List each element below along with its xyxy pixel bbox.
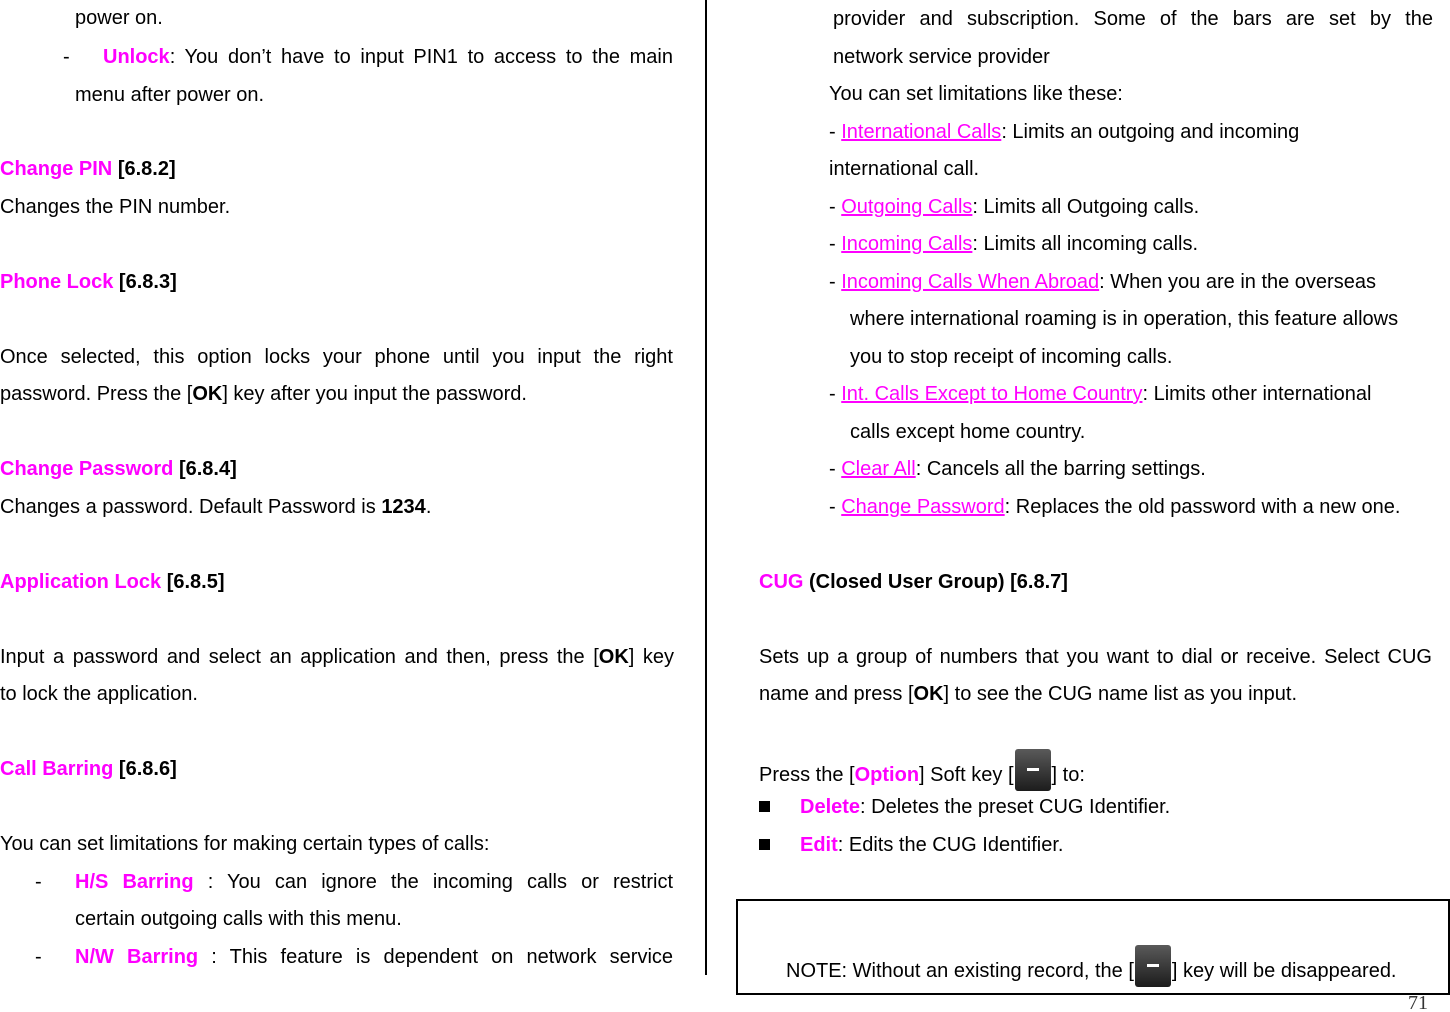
cug-option-edit: Edit: Edits the CUG Identifier. [800,834,1064,856]
softkey-minus-icon [1135,945,1171,987]
limit-term: Clear All [841,458,916,480]
nw-barring-term: N/W Barring [75,946,199,968]
application-lock-line2: to lock the application. [0,683,198,705]
call-barring-heading: Call Barring [6.8.6] [0,758,177,780]
limit-term: Outgoing Calls [841,196,973,218]
hs-barring-term: H/S Barring [75,871,194,893]
limit-item: - Int. Calls Except to Home Country: Limits other international [829,383,1372,405]
intro-line: power on. [75,7,163,29]
limit-item: - International Calls: Limits an outgoing and incoming [829,121,1300,143]
application-lock-heading: Application Lock [6.8.5] [0,571,225,593]
nw-dash: - [35,946,42,968]
square-bullet-icon [759,839,770,850]
limit-item: - Clear All: Cancels all the barring settings. [829,458,1206,480]
cug-line2: name and press [OK] to see the CUG name list as you input. [759,683,1298,705]
change-pin-desc: Changes the PIN number. [0,196,231,218]
phone-lock-line1: Once selected, this option locks your phone until you input the right [0,346,673,368]
unlock-dash: - [63,46,70,68]
hs-barring-item: H/S Barring : You can ignore the incoming calls or restrict [75,871,674,893]
limit-term: Int. Calls Except to Home Country [841,383,1143,405]
limit-item-cont: calls except home country. [850,421,1086,443]
cug-option-delete: Delete: Deletes the preset CUG Identifier. [800,796,1171,818]
call-barring-intro: You can set limitations for making certain types of calls: [0,833,490,855]
application-lock-line1: Input a password and select an application and then, press the [OK] key [0,646,674,668]
change-password-desc: Changes a password. Default Password is 1234. [0,496,432,518]
limit-item-cont: where international roaming is in operation, this feature allows [850,308,1399,330]
limit-term: Change Password [841,496,1005,518]
nw-barring-cont2: network service provider [833,46,1050,68]
column-divider [705,0,707,975]
change-pin-heading: Change PIN [6.8.2] [0,158,176,180]
square-bullet-icon [759,801,770,812]
limit-item: - Incoming Calls When Abroad: When you are in the overseas [829,271,1376,293]
hs-dash: - [35,871,42,893]
limit-item-cont: you to stop receipt of incoming calls. [850,346,1173,368]
limit-term: Incoming Calls [841,233,973,255]
nw-barring-item: N/W Barring : This feature is dependent on network service [75,946,674,968]
unlock-term: Unlock [103,46,170,68]
change-password-heading: Change Password [6.8.4] [0,458,237,480]
limit-item: - Change Password: Replaces the old password with a new one. [829,496,1401,518]
limit-item-cont: international call. [829,158,980,180]
hs-barring-cont: certain outgoing calls with this menu. [75,908,402,930]
unlock-cont: menu after power on. [75,84,264,106]
limit-item: - Incoming Calls: Limits all incoming calls. [829,233,1199,255]
limits-intro: You can set limitations like these: [829,83,1123,105]
page-number: 71 [1408,992,1428,1012]
cug-heading: CUG (Closed User Group) [6.8.7] [759,571,1068,593]
limit-term: Incoming Calls When Abroad [841,271,1100,293]
note-text: NOTE: Without an existing record, the [ ] key will be disappeared. [786,945,1397,987]
phone-lock-line2: password. Press the [OK] key after you input the password. [0,383,527,405]
limit-item: - Outgoing Calls: Limits all Outgoing calls. [829,196,1200,218]
cug-line1: Sets up a group of numbers that you want to dial or receive. Select CUG [759,646,1432,668]
unlock-item: Unlock: You don’t have to input PIN1 to access to the main [103,46,673,68]
nw-barring-cont1: provider and subscription. Some of the bars are set by the [833,8,1433,30]
softkey-minus-icon [1015,749,1051,791]
phone-lock-heading: Phone Lock [6.8.3] [0,271,177,293]
cug-press-line: Press the [Option] Soft key [ ] to: [759,749,1085,791]
limit-term: International Calls [841,121,1002,143]
